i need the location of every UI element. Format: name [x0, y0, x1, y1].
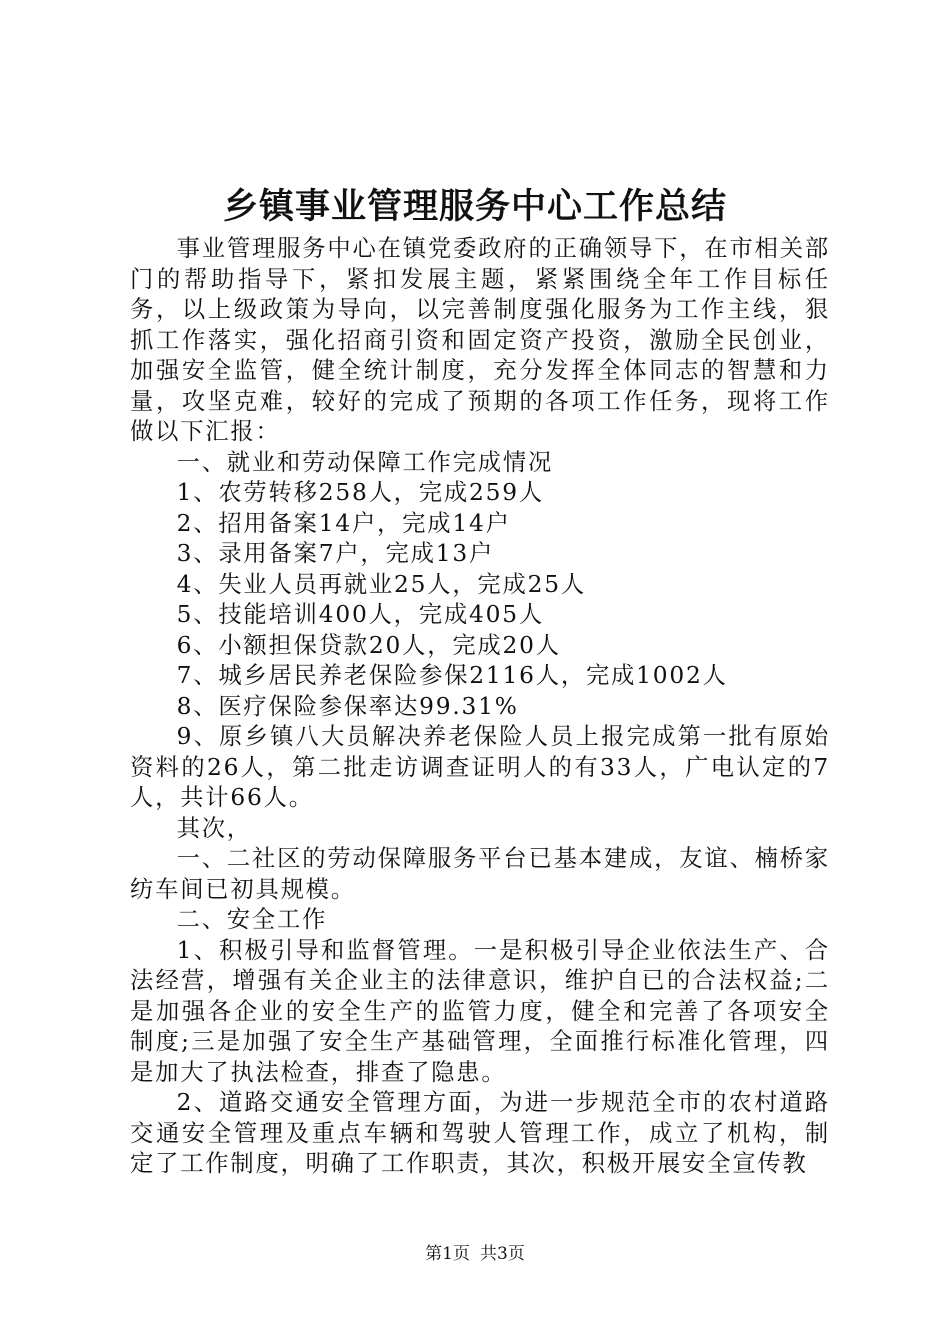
list-item: 8、医疗保险参保率达99.31%: [176, 692, 519, 720]
section-heading-safety: 二、安全工作: [176, 906, 328, 933]
list-item: 9、原乡镇八大员解决养老保险人员上报完成第一批有原始资料的26人，第二批走访调查证明人的有33人，广电认定的7人，共计66人。: [130, 723, 830, 811]
paragraph-community-platform: 一、二社区的劳动保障服务平台已基本建成，友谊、楠桥家纺车间已初具规模。: [130, 845, 830, 903]
section-heading-employment: 一、就业和劳动保障工作完成情况: [176, 448, 554, 476]
list-item: 5、技能培训400人，完成405人: [176, 601, 544, 628]
page-number-total: 共3页: [480, 1244, 525, 1264]
page-number-current: 第1页: [425, 1244, 470, 1264]
list-item: 4、失业人员再就业25人，完成25人: [176, 570, 586, 598]
page-footer: [0, 1242, 950, 1266]
list-item: 2、招用备案14户，完成14户: [176, 509, 511, 537]
paragraph-safety-guidance: 1、积极引导和监督管理。一是积极引导企业依法生产、合法经营，增强有关企业主的法律意识，维护自已的合法权益;二是加强各企业的安全生产的监管力度，健全和完善了各项安全制度;三是加强了安全生产基础管理，全面推行标准化管理，四是加大了执法检查，排查了隐患。: [130, 936, 830, 1086]
paragraph-intro: 事业管理服务中心在镇党委政府的正确领导下，在市相关部门的帮助指导下，紧扣发展主题，紧紧围绕全年工作目标任务，以上级政策为导向，以完善制度强化服务为工作主线，狠抓工作落实，强化招商引资和固定资产投资，激励全民创业，加强安全监管，健全统计制度，充分发挥全体同志的智慧和力量，攻坚克难，较好的完成了预期的各项工作任务，现将工作做以下汇报：: [130, 235, 830, 445]
document-body: [130, 234, 830, 1180]
paragraph-road-safety: 2、道路交通安全管理方面，为进一步规范全市的农村道路交通安全管理及重点车辆和驾驶人管理工作，成立了机构，制定了工作制度，明确了工作职责，其次，积极开展安全宣传教: [130, 1089, 830, 1177]
list-item: 3、录用备案7户，完成13户: [176, 540, 495, 567]
list-item: 6、小额担保贷款20人，完成20人: [176, 631, 561, 659]
document-title: 乡镇事业管理服务中心工作总结: [222, 187, 727, 227]
list-item: 7、城乡居民养老保险参保2116人，完成1002人: [176, 662, 728, 689]
list-item: 1、农劳转移258人，完成259人: [176, 479, 544, 506]
paragraph-secondly: 其次，: [176, 814, 252, 842]
